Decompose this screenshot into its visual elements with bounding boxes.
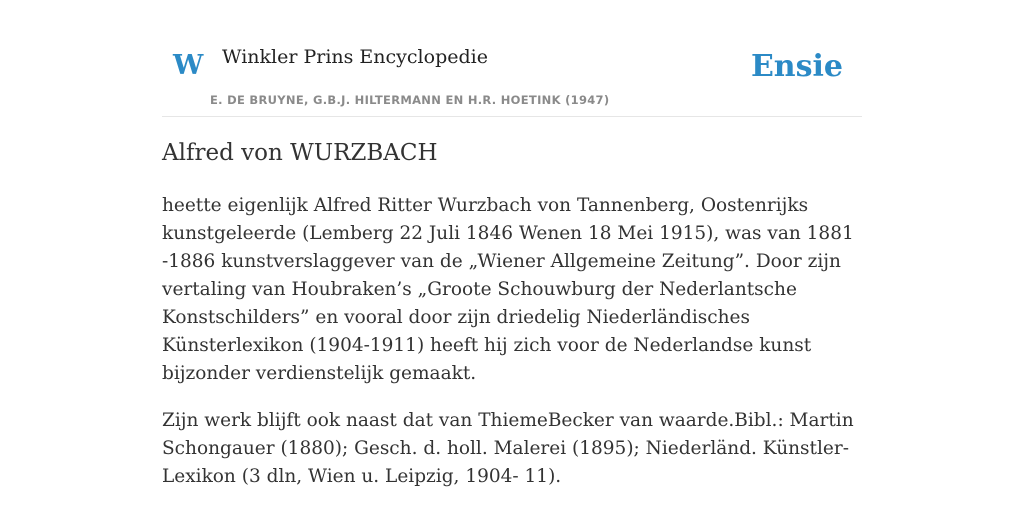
- winkler-prins-logo-icon[interactable]: W: [173, 50, 204, 81]
- article-paragraph: Zijn werk blijft ook naast dat van ThiemeBecker van waarde.Bibl.: Martin Schongauer (1880); Gesch. d. holl. Malerei (1895); Niederländ. Künstler-Lexikon (3 dln, Wien u. Leipzig, 1904- 11).: [162, 410, 854, 487]
- article-title: Alfred von WURZBACH: [162, 140, 438, 166]
- publication-title[interactable]: Winkler Prins Encyclopedie: [222, 46, 488, 68]
- article-body: [162, 192, 882, 510]
- publication-authors: E. DE BRUYNE, G.B.J. HILTERMANN EN H.R. HOETINK (1947): [210, 93, 610, 107]
- ensie-brand-link[interactable]: Ensie: [750, 49, 843, 84]
- article-paragraph: heette eigenlijk Alfred Ritter Wurzbach von Tannenberg, Oostenrijks kunstgeleerde (Lemberg 22 Juli 1846 Wenen 18 Mei 1915), was van 1881 -1886 kunstverslaggever van de „Wiener Allgemeine Zeitung”. Door zijn vertaling van Houbraken’s „Groote Schouwburg der Nederlantsche Konstschilders” en vooral door zijn driedelig Niederländisches Künsterlexikon (1904-1911) heeft hij zich voor de Nederlandse kunst bijzonder verdienstelijk gemaakt.: [162, 195, 854, 384]
- publication-header: [162, 0, 862, 117]
